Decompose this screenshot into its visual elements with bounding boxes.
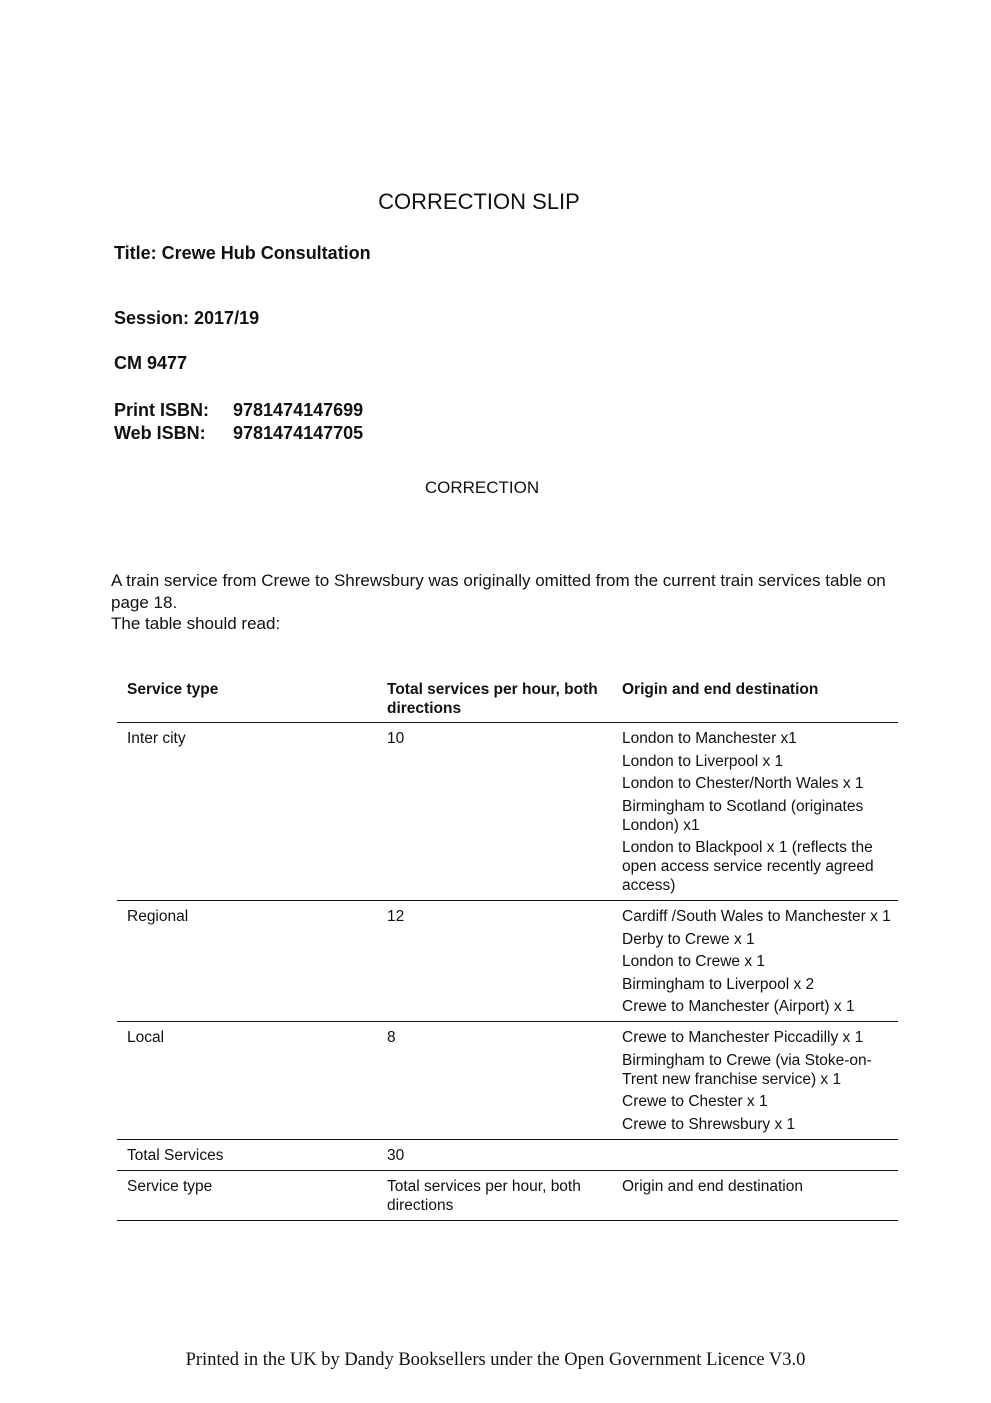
destinations-cell xyxy=(622,1022,898,1140)
destination-item: Crewe to Manchester Piccadilly x 1 xyxy=(622,1029,864,1046)
document-heading: CORRECTION SLIP xyxy=(378,189,580,214)
table-header-row xyxy=(117,678,898,723)
destination-item: London to Manchester x1 xyxy=(622,730,797,747)
header-total-services: Total services per hour, both directions xyxy=(387,678,622,723)
table-row xyxy=(117,723,898,901)
total-cell: 8 xyxy=(387,1022,622,1140)
print-isbn xyxy=(114,399,363,422)
session: Session: 2017/19 xyxy=(114,308,260,328)
total-cell: 12 xyxy=(387,901,622,1022)
print-isbn-value: 9781474147699 xyxy=(233,400,364,420)
web-isbn-label: Web ISBN: xyxy=(114,423,206,443)
header-service-type: Service type xyxy=(117,678,387,723)
footer-text: Printed in the UK by Dandy Booksellers under the Open Government Licence V3.0 xyxy=(185,1350,806,1370)
destination-item: London to Blackpool x 1 (reflects the open access service recently agreed access) xyxy=(622,839,874,894)
destination-item: Birmingham to Liverpool x 2 xyxy=(622,975,815,993)
total-value: 30 xyxy=(387,1139,622,1170)
destination-item: London to Chester/North Wales x 1 xyxy=(622,775,864,792)
header-origin-destination: Origin and end destination xyxy=(622,678,898,723)
destination-item: London to Crewe x 1 xyxy=(622,953,766,970)
destination-item: Crewe to Shrewsbury x 1 xyxy=(622,1115,796,1133)
destination-item: Crewe to Chester x 1 xyxy=(622,1093,768,1110)
footer-service-type: Service type xyxy=(117,1170,387,1220)
service-type-cell: Regional xyxy=(117,901,387,1022)
intro-line-1: A train service from Crewe to Shrewsbury was originally omitted from the current train services table on page 18. xyxy=(111,571,886,612)
intro-paragraph xyxy=(111,570,911,635)
destination-item: Birmingham to Scotland (originates London) x1 xyxy=(622,797,864,834)
web-isbn xyxy=(114,422,363,445)
intro-line-2: The table should read: xyxy=(111,614,281,633)
printer-footer xyxy=(0,1350,991,1371)
destination-item: London to Liverpool x 1 xyxy=(622,752,784,770)
document-title: Title: Crewe Hub Consultation xyxy=(114,243,371,263)
destination-item: Derby to Crewe x 1 xyxy=(622,930,755,948)
total-row xyxy=(117,1139,898,1170)
footer-origin-destination: Origin and end destination xyxy=(622,1170,898,1220)
repeated-header-row xyxy=(117,1170,898,1220)
web-isbn-value: 9781474147705 xyxy=(233,423,364,443)
correction-heading: CORRECTION xyxy=(424,478,540,497)
service-type-cell: Local xyxy=(117,1022,387,1140)
table-row xyxy=(117,1022,898,1140)
table-row xyxy=(117,901,898,1022)
train-services-table xyxy=(117,678,898,1221)
command-paper-number: CM 9477 xyxy=(114,353,188,373)
destination-item: Cardiff /South Wales to Manchester x 1 xyxy=(622,908,891,925)
total-cell: 10 xyxy=(387,723,622,901)
destinations-cell xyxy=(622,901,898,1022)
destination-item: Crewe to Manchester (Airport) x 1 xyxy=(622,998,855,1015)
print-isbn-label: Print ISBN: xyxy=(114,400,210,420)
footer-total-services: Total services per hour, both directions xyxy=(387,1170,622,1220)
total-empty-cell xyxy=(622,1139,898,1170)
total-label: Total Services xyxy=(117,1139,387,1170)
destination-item: Birmingham to Crewe (via Stoke-on-Trent new franchise service) x 1 xyxy=(622,1051,872,1088)
service-type-cell: Inter city xyxy=(117,723,387,901)
destinations-cell xyxy=(622,723,898,901)
